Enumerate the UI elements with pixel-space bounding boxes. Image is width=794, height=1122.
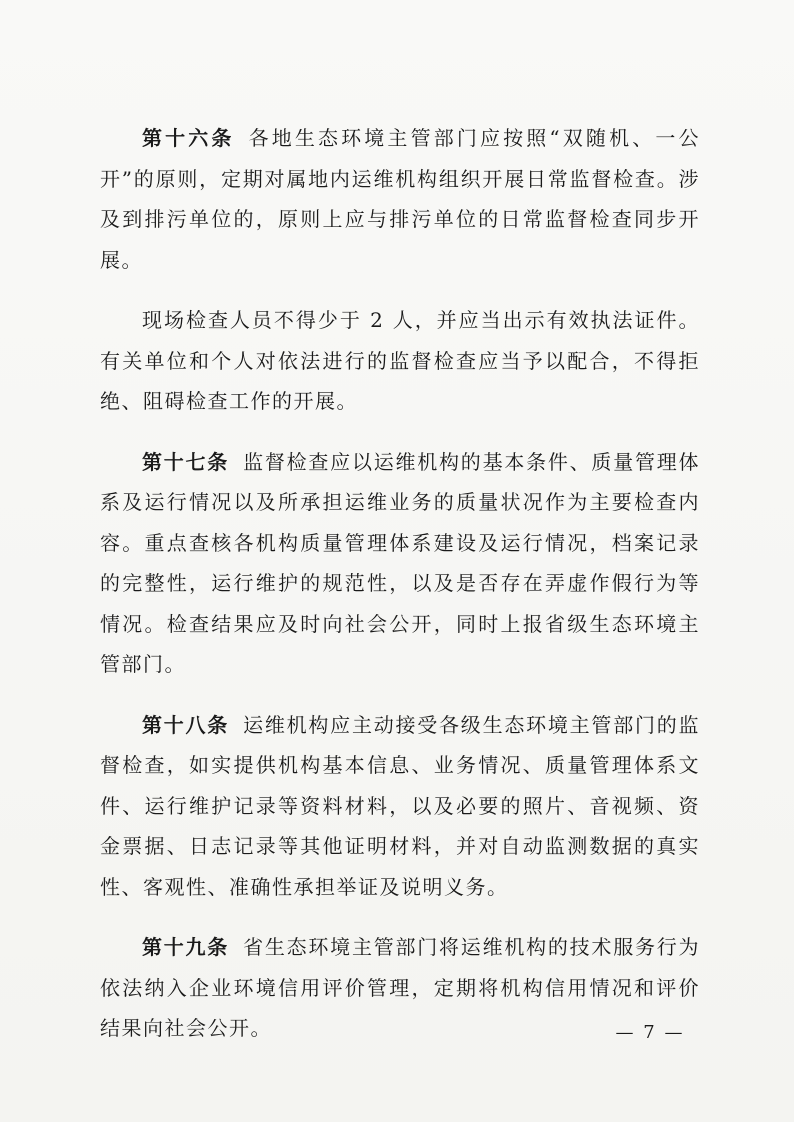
- document-body: [100, 118, 700, 1069]
- clause-number: 第十六条: [142, 126, 235, 150]
- paragraph-article-17: [100, 442, 700, 685]
- paragraph-text: 各地生态环境主管部门应按照“双随机、一公开”的原则，定期对属地内运维机构组织开展日常监督检查。涉及到排污单位的，原则上应与排污单位的日常监督检查同步开展。: [100, 126, 701, 272]
- page-number: — 7 —: [615, 1022, 685, 1043]
- clause-number: 第十八条: [142, 712, 230, 737]
- paragraph-article-18: [100, 705, 700, 908]
- paragraph-text: 现场检查人员不得少于 2 人，并应当出示有效执法证件。有关单位和个人对依法进行的监督检查应当予以配合，不得拒绝、阻碍检查工作的开展。: [100, 308, 700, 413]
- paragraph-article-16-cont: [100, 300, 700, 422]
- paragraph-text: 运维机构应主动接受各级生态环境主管部门的监督检查，如实提供机构基本信息、业务情况、质量管理体系文件、运行维护记录等资料材料，以及必要的照片、音视频、资金票据、日志记录等其他证明材料，并对自动监测数据的真实性、客观性、准确性承担举证及说明义务。: [100, 712, 701, 899]
- clause-number: 第十九条: [142, 935, 230, 959]
- clause-number: 第十七条: [142, 449, 230, 474]
- paragraph-text: 监督检查应以运维机构的基本条件、质量管理体系及运行情况以及所承担运维业务的质量状况作为主要检查内容。重点查核各机构质量管理体系建设及运行情况，档案记录的完整性，运行维护的规范性，以及是否存在弄虚作假行为等情况。检查结果应及时向社会公开，同时上报省级生态环境主管部门。: [100, 449, 701, 676]
- paragraph-text: 省生态环境主管部门将运维机构的技术服务行为依法纳入企业环境信用评价管理，定期将机构信用情况和评价结果向社会公开。: [100, 935, 701, 1040]
- paragraph-article-16: [100, 118, 700, 280]
